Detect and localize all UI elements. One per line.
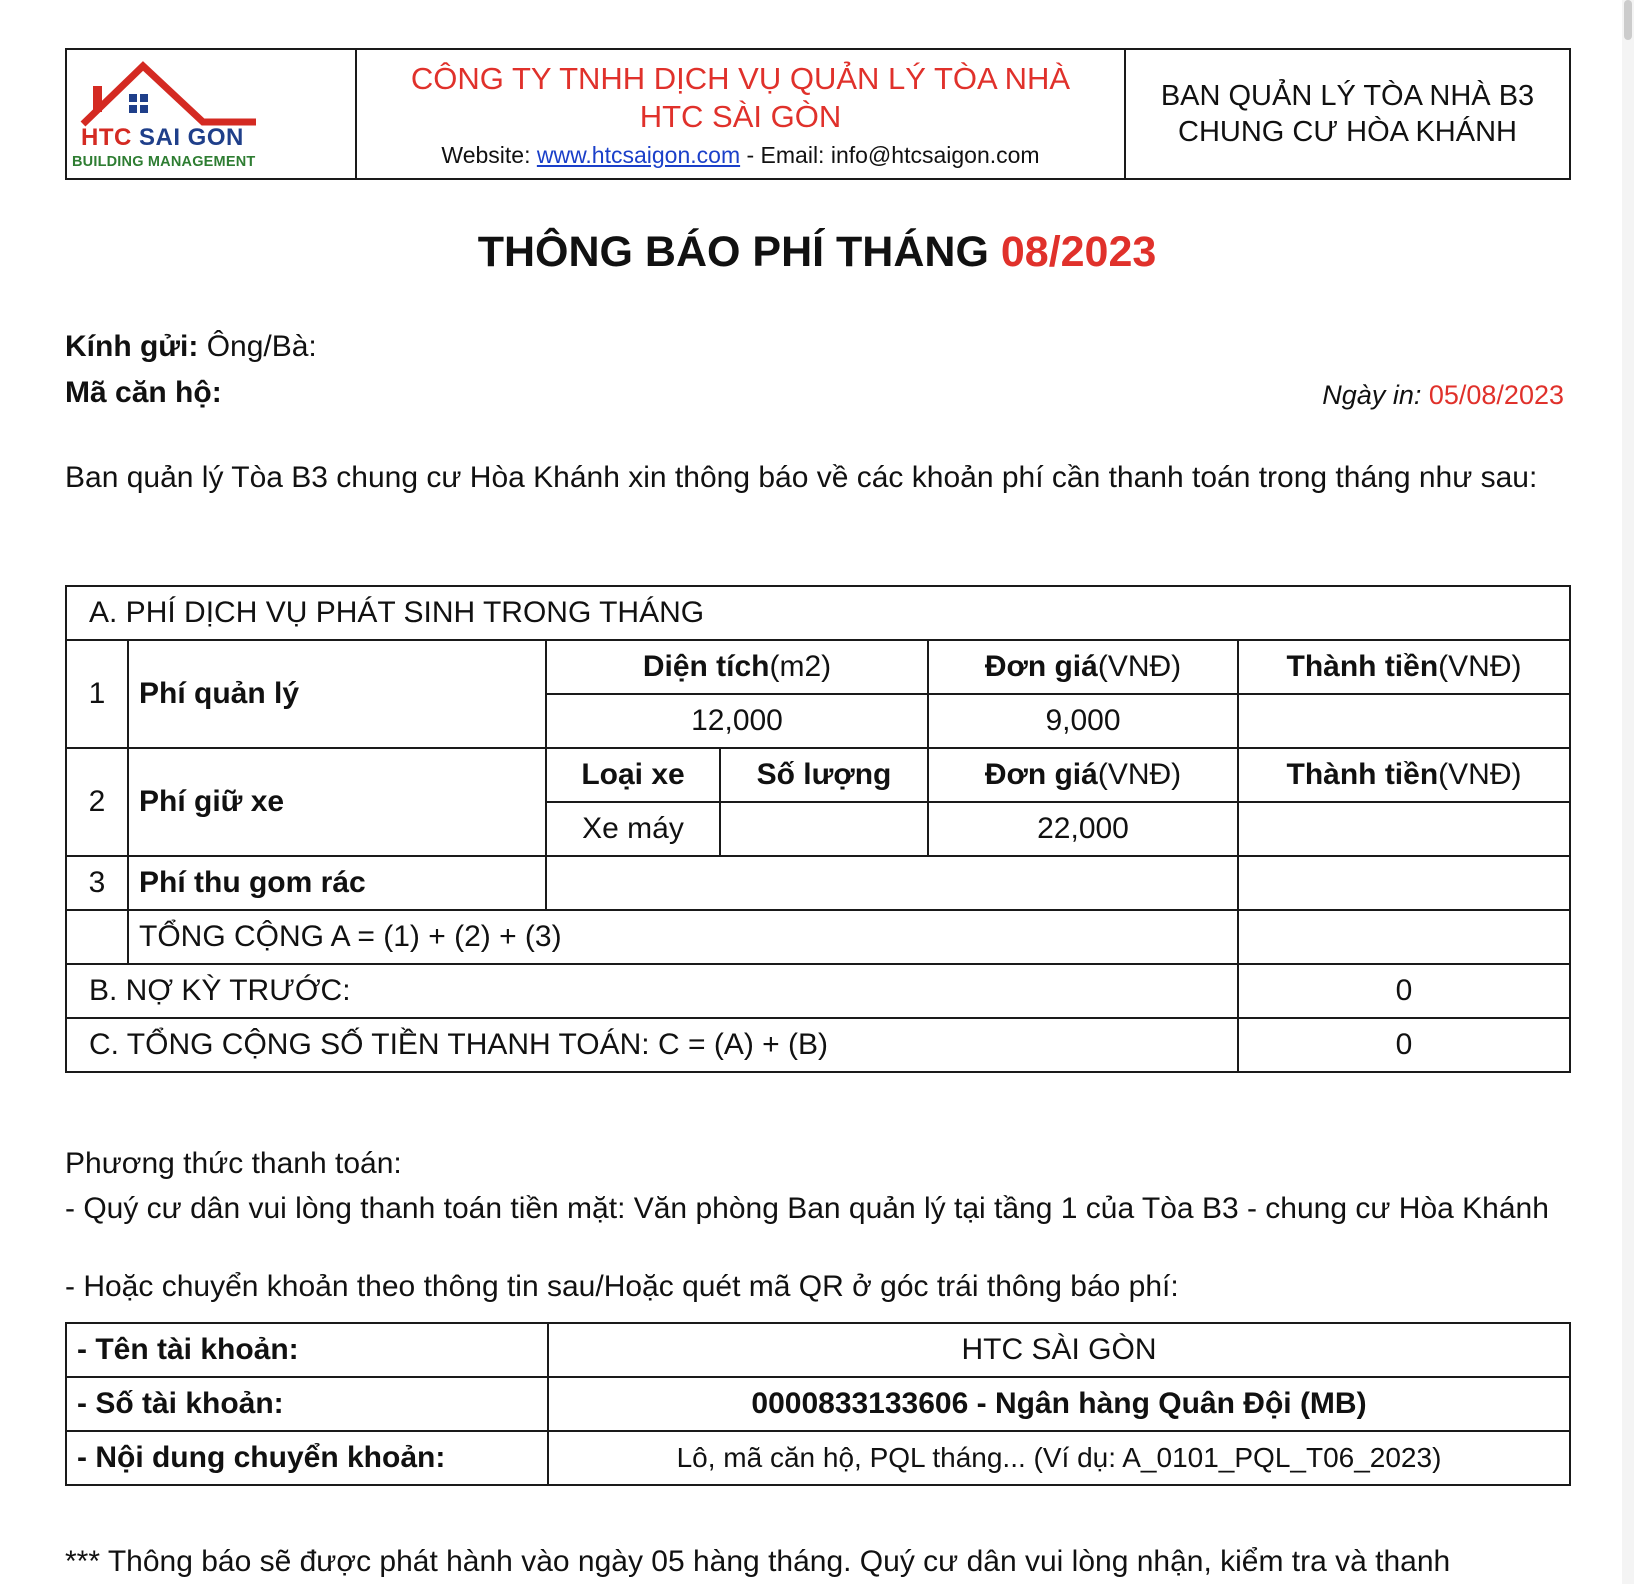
trash-detail: [546, 856, 1238, 910]
logo-subtitle: BUILDING MANAGEMENT: [72, 154, 256, 170]
unit-price-label: Đơn giá: [984, 650, 1098, 683]
title-month: 08/2023: [1000, 228, 1157, 276]
table-row: [66, 748, 1570, 802]
board-name-line1: BAN QUẢN LÝ TÒA NHÀ B3: [1160, 80, 1535, 112]
header-table: [65, 48, 1571, 180]
row-number: 3: [66, 856, 128, 910]
section-b-label: B. NỢ KỲ TRƯỚC:: [66, 964, 1238, 1018]
amount-header-unit: (VNĐ): [1438, 650, 1522, 683]
print-date-value: 05/08/2023: [1421, 380, 1564, 410]
board-name-line2: CHUNG CƯ HÒA KHÁNH: [1178, 116, 1517, 148]
unit-price-label: Đơn giá: [984, 758, 1098, 791]
table-row: [66, 1323, 1570, 1377]
management-amount: [1238, 694, 1570, 748]
page-title: [0, 228, 1634, 277]
row-number: 1: [66, 640, 128, 748]
amount-header-label: Thành tiền: [1286, 758, 1439, 791]
section-c-label: C. TỔNG CỘNG SỐ TIỀN THANH TOÁN: C = (A) + (B): [66, 1018, 1238, 1072]
vertical-scrollbar[interactable]: [1622, 0, 1634, 1584]
amount-header-label: Thành tiền: [1286, 650, 1439, 683]
company-info-cell: [356, 49, 1125, 179]
amount-header-unit: (VNĐ): [1438, 758, 1522, 791]
table-row: [66, 910, 1570, 964]
vehicle-type-header: Loại xe: [546, 748, 720, 802]
fee-table: [65, 585, 1571, 1073]
website-label: Website:: [441, 141, 537, 168]
management-unit-price: 9,000: [928, 694, 1238, 748]
total-a-label: TỔNG CỘNG A = (1) + (2) + (3): [128, 910, 1238, 964]
payment-method-title: Phương thức thanh toán:: [65, 1147, 402, 1180]
logo-brand-saigon: SAI GON: [139, 124, 244, 151]
intro-text: Ban quản lý Tòa B3 chung cư Hòa Khánh xin thông báo về các khoản phí cần thanh toán trong tháng như sau:: [65, 461, 1538, 494]
company-name-line1: CÔNG TY TNHH DỊCH VỤ QUẢN LÝ TÒA NHÀ: [410, 60, 1071, 96]
quantity-header: Số lượng: [720, 748, 928, 802]
account-number-label: - Số tài khoản:: [66, 1377, 548, 1431]
account-name-value: HTC SÀI GÒN: [548, 1323, 1570, 1377]
recipient-label: Kính gửi:: [65, 330, 199, 363]
unit-price-header: [928, 748, 1238, 802]
parking-amount: [1238, 802, 1570, 856]
area-value: 12,000: [546, 694, 928, 748]
section-c-row: [66, 1018, 1570, 1072]
logo-cell: [66, 49, 356, 179]
row-number: 2: [66, 748, 128, 856]
company-name-line2: HTC SÀI GÒN: [639, 98, 842, 134]
payment-transfer-text: - Hoặc chuyển khoản theo thông tin sau/Hoặc quét mã QR ở góc trái thông báo phí:: [65, 1270, 1179, 1303]
table-row: [66, 856, 1570, 910]
website-link[interactable]: www.htcsaigon.com: [536, 141, 741, 168]
unit-price-header: [928, 640, 1238, 694]
table-row: [66, 1431, 1570, 1485]
table-row: [66, 640, 1570, 694]
account-name-label: - Tên tài khoản:: [66, 1323, 548, 1377]
board-cell: [1125, 49, 1570, 179]
area-header-unit: (m2): [769, 650, 832, 683]
apartment-code-label: Mã căn hộ:: [65, 376, 222, 409]
print-date-label: Ngày in:: [1322, 380, 1422, 410]
total-a-value: [1238, 910, 1570, 964]
unit-price-unit: (VNĐ): [1097, 650, 1182, 683]
previous-debt-value: 0: [1238, 964, 1570, 1018]
transfer-memo-value: Lô, mã căn hộ, PQL tháng... (Ví dụ: A_0101_PQL_T06_2023): [548, 1431, 1570, 1485]
amount-header: [1238, 640, 1570, 694]
scrollbar-thumb[interactable]: [1624, 0, 1632, 40]
area-header: [546, 640, 928, 694]
row-number: [66, 910, 128, 964]
table-row: [66, 1377, 1570, 1431]
unit-price-unit: (VNĐ): [1097, 758, 1182, 791]
account-number-value: 0000833133606 - Ngân hàng Quân Đội (MB): [548, 1377, 1570, 1431]
email-text: - Email: info@htcsaigon.com: [740, 141, 1040, 168]
logo-brand-htc: HTC: [81, 124, 132, 151]
logo-wordmark: [81, 124, 244, 152]
recipient-value: Ông/Bà:: [198, 330, 317, 363]
company-contact: [357, 142, 1124, 169]
section-a-label: A. PHÍ DỊCH VỤ PHÁT SINH TRONG THÁNG: [66, 586, 1570, 640]
section-b-row: [66, 964, 1570, 1018]
fee-name-trash: Phí thu gom rác: [128, 856, 546, 910]
quantity-value: [720, 802, 928, 856]
parking-unit-price: 22,000: [928, 802, 1238, 856]
issue-note: *** Thông báo sẽ được phát hành vào ngày 05 hàng tháng. Quý cư dân vui lòng nhận, kiểm tra và thanh: [65, 1545, 1451, 1578]
area-header-label: Diện tích: [642, 650, 770, 683]
vehicle-type-value: Xe máy: [546, 802, 720, 856]
fee-name-management: Phí quản lý: [128, 640, 546, 748]
fee-name-parking: Phí giữ xe: [128, 748, 546, 856]
print-date: [1322, 380, 1564, 411]
transfer-memo-label: - Nội dung chuyển khoản:: [66, 1431, 548, 1485]
amount-header: [1238, 748, 1570, 802]
grand-total-value: 0: [1238, 1018, 1570, 1072]
recipient-line: [65, 330, 317, 364]
section-a-row: [66, 586, 1570, 640]
bank-info-table: [65, 1322, 1571, 1486]
trash-amount: [1238, 856, 1570, 910]
house-roof-icon: [73, 58, 263, 130]
payment-cash-text: - Quý cư dân vui lòng thanh toán tiền mặt: Văn phòng Ban quản lý tại tầng 1 của Tòa B3 - chung cư Hòa Khánh: [65, 1192, 1549, 1225]
title-text: THÔNG BÁO PHÍ THÁNG: [477, 228, 1001, 276]
